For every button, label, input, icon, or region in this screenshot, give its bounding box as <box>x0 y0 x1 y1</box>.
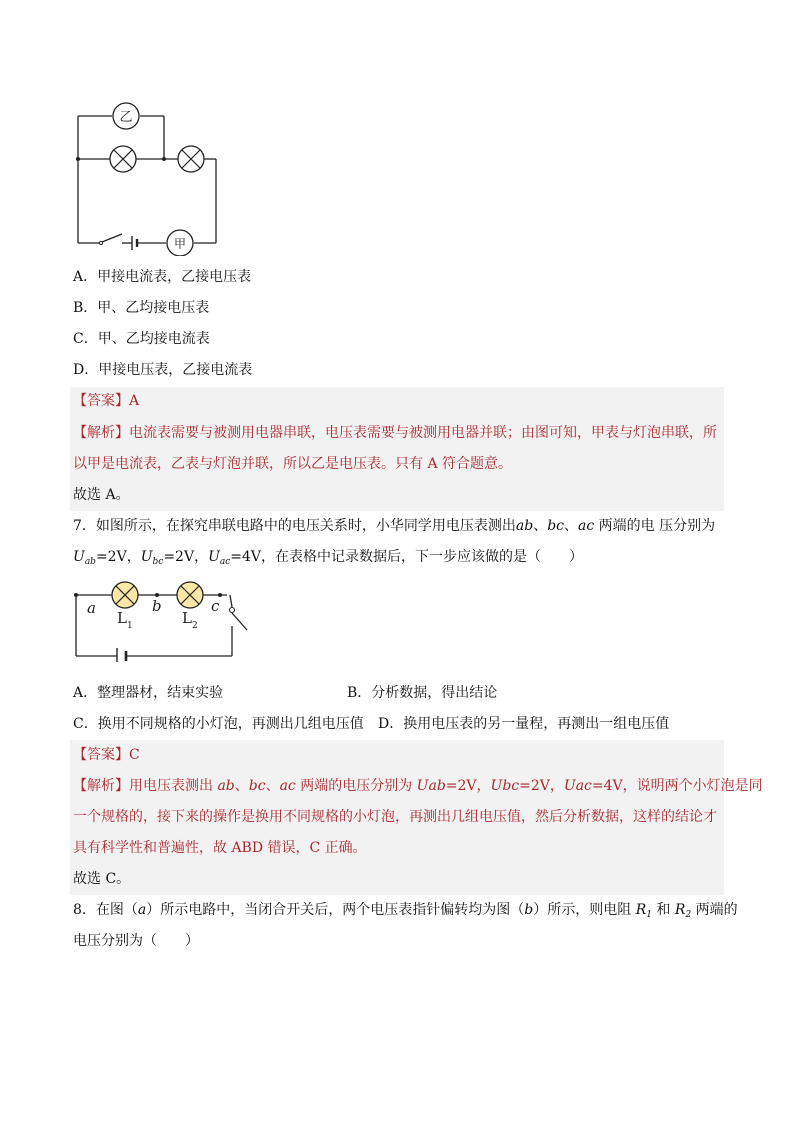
q6-answer-value: A <box>129 393 140 409</box>
q8-stem-line-1: 8．在图（a）所示电路中，当闭合开关后，两个电压表指针偏转均为图（b）所示，则电阻 $R_1$ 和 $R_2$ 两端的 <box>73 902 738 920</box>
q7-analysis-line-2: 一个规格的，接下来的操作是换用不同规格的小灯泡，再测出几组电压值，然后分析数据，这样的结论才 <box>73 809 717 825</box>
q6-answer <box>73 391 139 411</box>
q7-analysis-tag: 【解析】 <box>73 778 129 794</box>
q7-option-b: B．分析数据，得出结论 <box>347 685 498 701</box>
bulb-l1-label: L <box>117 609 127 627</box>
meter-yi-symbol <box>113 103 139 129</box>
q6-answer-block <box>70 387 724 511</box>
bulb-l1-subscript: 1 <box>127 621 133 631</box>
q7-answer-tag: 【答案】 <box>73 747 129 763</box>
q6-analysis-line-2: 以甲是电流表，乙表与灯泡并联，所以乙是电压表。只有 A 符合题意。 <box>73 456 513 472</box>
bulb-l2-subscript: 2 <box>192 621 198 631</box>
q7-option-d: D．换用电压表的另一量程，再测出一组电压值 <box>378 716 670 732</box>
q6-conclusion: 故选 A。 <box>73 487 130 503</box>
bulb-l2-symbol <box>177 582 203 608</box>
q7-option-a: A．整理器材，结束实验 <box>73 685 224 701</box>
q7-circuit-diagram <box>70 578 250 662</box>
q7-analysis-line-1: 【解析】用电压表测出 ab、bc、ac 两端的电压分别为 Uab=2V，Ubc=2V，Uac=4V，说明两个小灯泡是同 <box>73 778 763 794</box>
bulb-l2-label: L <box>182 609 192 627</box>
q7-stem-line-1: 7．如图所示，在探究串联电路中的电压关系时，小华同学用电压表测出ab、bc、ac 两端的电 压分别为 <box>73 518 716 534</box>
bulb-right-symbol <box>178 146 204 172</box>
q6-option-d: D．甲接电压表，乙接电流表 <box>73 362 253 378</box>
point-a-label: a <box>87 599 96 617</box>
meter-jia-symbol <box>167 230 193 256</box>
meter-jia-label: 甲 <box>173 237 187 251</box>
q6-option-b: B．甲、乙均接电压表 <box>73 300 210 316</box>
q6-analysis-line-1: 【解析】电流表需要与被测用电器串联，电压表需要与被测用电器并联；由图可知，甲表与灯泡串联，所 <box>73 425 717 441</box>
q6-option-a: A．甲接电流表，乙接电压表 <box>73 269 252 285</box>
point-b-label: b <box>152 597 162 615</box>
q7-analysis-line-3: 具有科学性和普遍性，故 ABD 错误，C 正确。 <box>73 840 367 856</box>
q8-stem-line-2: 电压分别为（ ） <box>73 933 199 949</box>
bulb-left-symbol <box>110 146 136 172</box>
point-c-label: c <box>211 597 220 615</box>
q7-answer-value: C <box>129 747 140 763</box>
bulb-l1-symbol <box>112 582 138 608</box>
q6-answer-tag: 【答案】 <box>73 393 129 409</box>
q6-option-c: C．甲、乙均接电流表 <box>73 331 210 347</box>
q6-analysis-tag: 【解析】 <box>73 425 129 441</box>
q6-circuit-diagram <box>70 96 230 256</box>
q7-stem-line-2: $U_{ab}=2V$，$U_{bc}=2V$，$U_{ac}=4V$，在表格中记录数据后，下一步应该做的是（ ） <box>73 549 584 567</box>
q7-conclusion: 故选 C。 <box>73 871 131 887</box>
q7-option-c: C．换用不同规格的小灯泡，再测出几组电压值 <box>73 716 364 732</box>
meter-yi-label: 乙 <box>119 110 133 125</box>
q7-answer <box>73 745 140 765</box>
